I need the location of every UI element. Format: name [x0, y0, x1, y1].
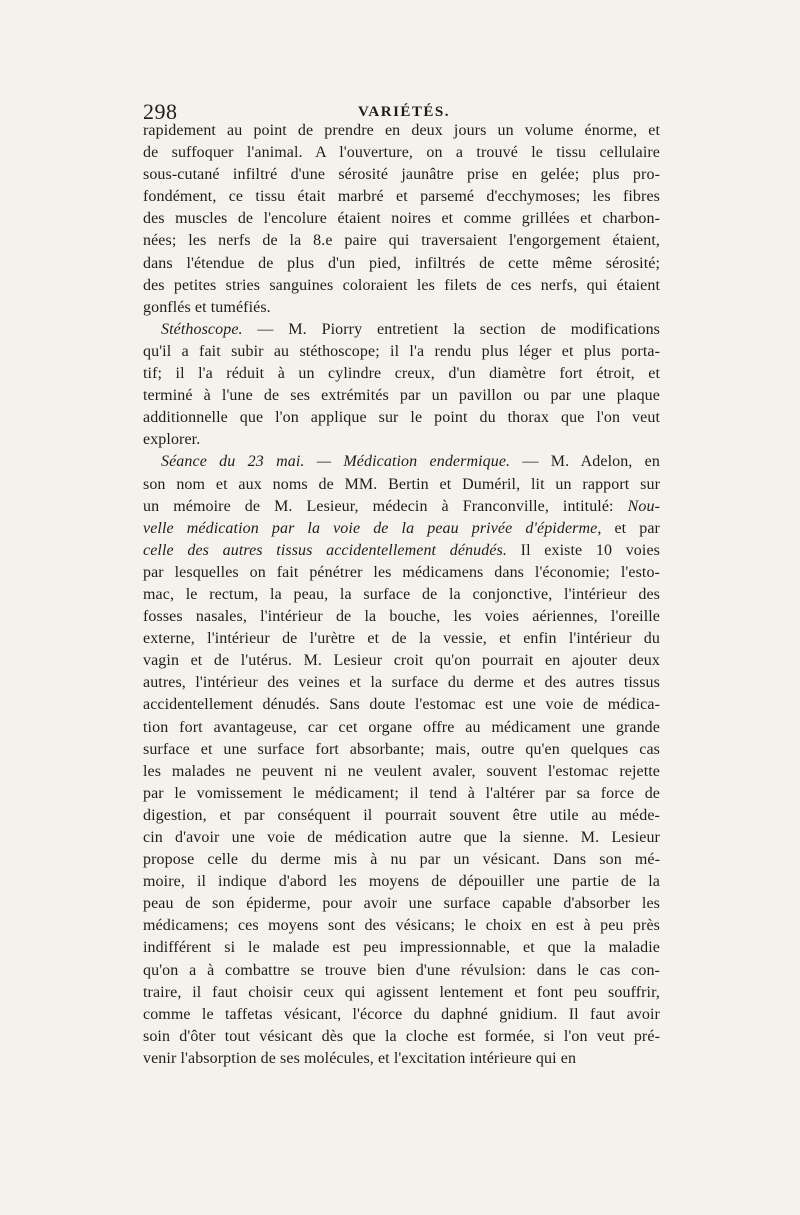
text-segment: indifférent si le malade est peu impressionnable, et que la maladie — [143, 939, 660, 957]
text-line — [143, 407, 660, 429]
italic-segment: Séance du 23 mai. — Médication endermique. — [161, 453, 511, 471]
text-line — [143, 893, 660, 915]
text-line — [143, 783, 660, 805]
text-line — [143, 186, 660, 208]
text-line — [143, 385, 660, 407]
italic-segment: velle médication par la voie de la peau privée d'épiderme, — [143, 519, 602, 537]
text-line — [143, 805, 660, 827]
text-segment: vagin et de l'utérus. M. Lesieur croit qu'on pourrait en ajouter deux — [143, 652, 660, 670]
body-text — [143, 120, 660, 1070]
text-line — [143, 363, 660, 385]
text-segment: qu'il a fait subir au stéthoscope; il l'a rendu plus léger et plus porta- — [143, 342, 660, 360]
text-segment: sous-cutané infiltré d'une sérosité jaunâtre prise en gelée; plus pro- — [143, 166, 660, 184]
text-segment: — M. Piorry entretient la section de modifications — [242, 320, 660, 338]
text-line — [143, 584, 660, 606]
text-line — [143, 628, 660, 650]
text-line — [143, 474, 660, 496]
text-line — [143, 739, 660, 761]
text-segment: dans l'étendue de plus d'un pied, infiltrés de cette même sérosité; — [143, 254, 660, 272]
text-segment: un mémoire de M. Lesieur, médecin à Franconville, intitulé: — [143, 497, 628, 515]
text-line — [143, 164, 660, 186]
text-segment: fosses nasales, l'intérieur de la bouche, les voies aériennes, l'oreille — [143, 608, 660, 626]
text-segment: de suffoquer l'animal. A l'ouverture, on a trouvé le tissu cellulaire — [143, 144, 660, 162]
text-segment: tif; il l'a réduit à un cylindre creux, d'un diamètre fort étroit, et — [143, 365, 660, 383]
italic-segment: celle des autres tissus accidentellement dénudés. — [143, 541, 507, 559]
text-segment: qu'on a à combattre se trouve bien d'une révulsion: dans le cas con- — [143, 961, 660, 979]
text-line — [143, 694, 660, 716]
text-segment: les malades ne peuvent ni ne veulent avaler, souvent l'estomac rejette — [143, 762, 660, 780]
text-segment: fondément, ce tissu était marbré et parsemé d'ecchymoses; les fibres — [143, 188, 660, 206]
text-segment: digestion, et par conséquent il pourrait souvent être utile au méde- — [143, 806, 660, 824]
text-segment: gonflés et tuméfiés. — [143, 298, 271, 316]
text-line — [143, 650, 660, 672]
text-segment: traire, il faut choisir ceux qui agissent lentement et font peu souffrir, — [143, 983, 660, 1001]
text-line — [143, 1048, 660, 1070]
text-segment: médicamens; ces moyens sont des vésicans; le choix en est à peu près — [143, 917, 660, 935]
text-segment: venir l'absorption de ses molécules, et l'excitation intérieure qui en — [143, 1049, 577, 1067]
text-segment: surface et une surface fort absorbante; mais, outre qu'en quelques cas — [143, 740, 660, 758]
text-line — [143, 672, 660, 694]
text-line — [143, 871, 660, 893]
text-line — [143, 540, 660, 562]
text-segment: par le vomissement le médicament; il tend à l'altérer par sa force de — [143, 784, 660, 802]
text-line — [143, 1026, 660, 1048]
text-segment: additionnelle que l'on applique sur le point du thorax que l'on veut — [143, 409, 660, 427]
text-line — [143, 982, 660, 1004]
text-line — [143, 937, 660, 959]
text-segment: tion fort avantageuse, car cet organe offre au médicament une grande — [143, 718, 660, 736]
text-segment: peau de son épiderme, pour avoir une surface capable d'absorber les — [143, 895, 660, 913]
text-segment: rapidement au point de prendre en deux jours un volume énorme, et — [143, 122, 660, 139]
text-line — [143, 341, 660, 363]
text-segment: explorer. — [143, 431, 201, 449]
italic-segment: Nou- — [627, 497, 660, 515]
text-line — [143, 208, 660, 230]
text-line — [143, 319, 660, 341]
text-segment: des petites stries sanguines coloraient les filets de ces nerfs, qui étaient — [143, 276, 660, 294]
text-segment: externe, l'intérieur de l'urètre et de la vessie, et enfin l'intérieur du — [143, 630, 660, 648]
text-line — [143, 849, 660, 871]
text-segment: propose celle du derme mis à nu par un vésicant. Dans son mé- — [143, 851, 660, 869]
text-line — [143, 496, 660, 518]
text-line — [143, 562, 660, 584]
text-segment: accidentellement dénudés. Sans doute l'estomac est une voie de médica- — [143, 696, 660, 714]
text-line — [143, 606, 660, 628]
text-line — [143, 915, 660, 937]
text-segment: soin d'ôter tout vésicant dès que la cloche est formée, si l'on veut pré- — [143, 1027, 660, 1045]
italic-segment: Stéthoscope. — [161, 320, 243, 338]
text-line — [143, 230, 660, 252]
text-segment: — M. Adelon, en — [510, 453, 660, 471]
text-segment: par lesquelles on fait pénétrer les médicamens dans l'économie; l'esto- — [143, 563, 660, 581]
text-segment: comme le taffetas vésicant, l'écorce du daphné gnidium. Il faut avoir — [143, 1005, 660, 1023]
text-line — [143, 429, 660, 451]
text-segment: autres, l'intérieur des veines et la surface du derme et des autres tissus — [143, 674, 660, 692]
text-line — [143, 960, 660, 982]
text-segment: cin d'avoir une voie de médication autre que la sienne. M. Lesieur — [143, 829, 660, 846]
text-line — [143, 827, 660, 849]
text-line — [143, 297, 660, 319]
text-line — [143, 120, 660, 142]
text-line — [143, 1004, 660, 1026]
text-segment: moire, il indique d'abord les moyens de dépouiller une partie de la — [143, 873, 660, 891]
text-segment: des muscles de l'encolure étaient noires et comme grillées et charbon- — [143, 210, 660, 228]
text-line — [143, 717, 660, 739]
text-line — [143, 253, 660, 275]
text-line — [143, 518, 660, 540]
text-line — [143, 451, 660, 473]
page-number: 298 — [143, 99, 178, 124]
text-segment: nées; les nerfs de la 8.e paire qui traversaient l'engorgement étaient, — [143, 232, 660, 250]
text-line — [143, 142, 660, 164]
running-head: VARIÉTÉS. — [358, 104, 451, 120]
text-segment: mac, le rectum, la peau, la surface de la conjonctive, l'intérieur des — [143, 585, 660, 603]
text-line — [143, 275, 660, 297]
text-segment: terminé à l'une de ses extrémités par un pavillon ou par une plaque — [143, 387, 660, 405]
text-segment: Il existe 10 voies — [507, 541, 660, 559]
text-segment: son nom et aux noms de MM. Bertin et Duméril, lit un rapport sur — [143, 475, 660, 493]
text-segment: et par — [601, 519, 660, 537]
text-line — [143, 761, 660, 783]
